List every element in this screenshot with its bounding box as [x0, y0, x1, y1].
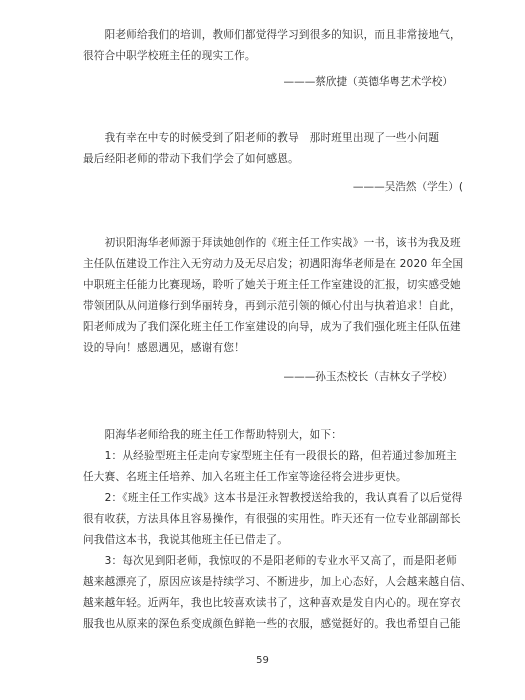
text-line: 设的导向！感恩遇见，感谢有您！ — [83, 342, 245, 354]
testimonial-signature-2: ———吴浩然（学生）( — [352, 181, 463, 193]
text-line: 主任队伍建设工作注入无穷动力及无尽启发；初遇阳海华老师是在 2020 年全国 — [83, 258, 464, 270]
text-line: 初识阳海华老师源于拜读她创作的《班主任工作实战》一书，该书为我及班 — [83, 237, 461, 249]
text-line: 任大赛、名班主任培养、加入名班主任工作室等途径将会进步更快。 — [83, 471, 407, 483]
text-line: 阳海华老师给我的班主任工作帮助特别大，如下： — [83, 429, 343, 441]
testimonial-paragraph-2 — [83, 128, 461, 170]
testimonial-paragraph-4 — [83, 425, 472, 635]
text-line: 越来越年轻。近两年，我也比较喜欢读书了，这种喜欢是发自内心的。现在穿衣 — [83, 597, 461, 609]
testimonial-paragraph-1 — [83, 25, 461, 67]
text-line: 3：每次见到阳老师，我惊叹的不是阳老师的专业水平又高了，而是阳老师 — [83, 555, 457, 567]
text-line: 问我借这本书，我说其他班主任已借走了。 — [83, 534, 289, 546]
text-line: 很符合中职学校班主任的现实工作。 — [83, 50, 256, 62]
text-line: 中职班主任能力比赛现场，聆听了她关于班主任工作室建设的汇报，切实感受她 — [83, 279, 461, 291]
text-line: 我有幸在中专的时候受到了阳老师的教导 那时班里出现了一些小问题 — [83, 132, 440, 144]
text-line: 越来越漂亮了，原因应该是持续学习、不断进步，加上心态好，人会越来越自信、 — [83, 576, 472, 588]
text-line: 阳老师给我们的培训，教师们都觉得学习到很多的知识，而且非常接地气， — [83, 29, 461, 41]
text-line: 最后经阳老师的带动下我们学会了如何感恩。 — [83, 153, 299, 165]
testimonial-signature-1: ———蔡欣捷（英德华粤艺术学校） — [283, 76, 453, 88]
page-number: 59 — [256, 655, 269, 666]
text-line: 阳老师成为了我们深化班主任工作室建设的向导，成为了我们强化班主任队伍建 — [83, 321, 461, 333]
testimonial-paragraph-3 — [83, 233, 464, 359]
testimonial-signature-3: ———孙玉杰校长（吉林女子学校） — [283, 371, 453, 383]
text-line: 1：从经验型班主任走向专家型班主任有一段很长的路，但若通过参加班主 — [83, 450, 457, 462]
text-line: 很有收获，方法具体且容易操作，有很强的实用性。昨天还有一位专业部副部长 — [83, 513, 461, 525]
text-line: 带领团队从问道修行到华丽转身，再到示范引领的倾心付出与执着追求！自此， — [83, 300, 461, 312]
text-line: 2：《班主任工作实战》这本书是汪永智教授送给我的，我认真看了以后觉得 — [83, 492, 463, 504]
text-line: 服我也从原来的深色系变成颜色鲜艳一些的衣服，感觉挺好的。我也希望自己能 — [83, 618, 461, 630]
